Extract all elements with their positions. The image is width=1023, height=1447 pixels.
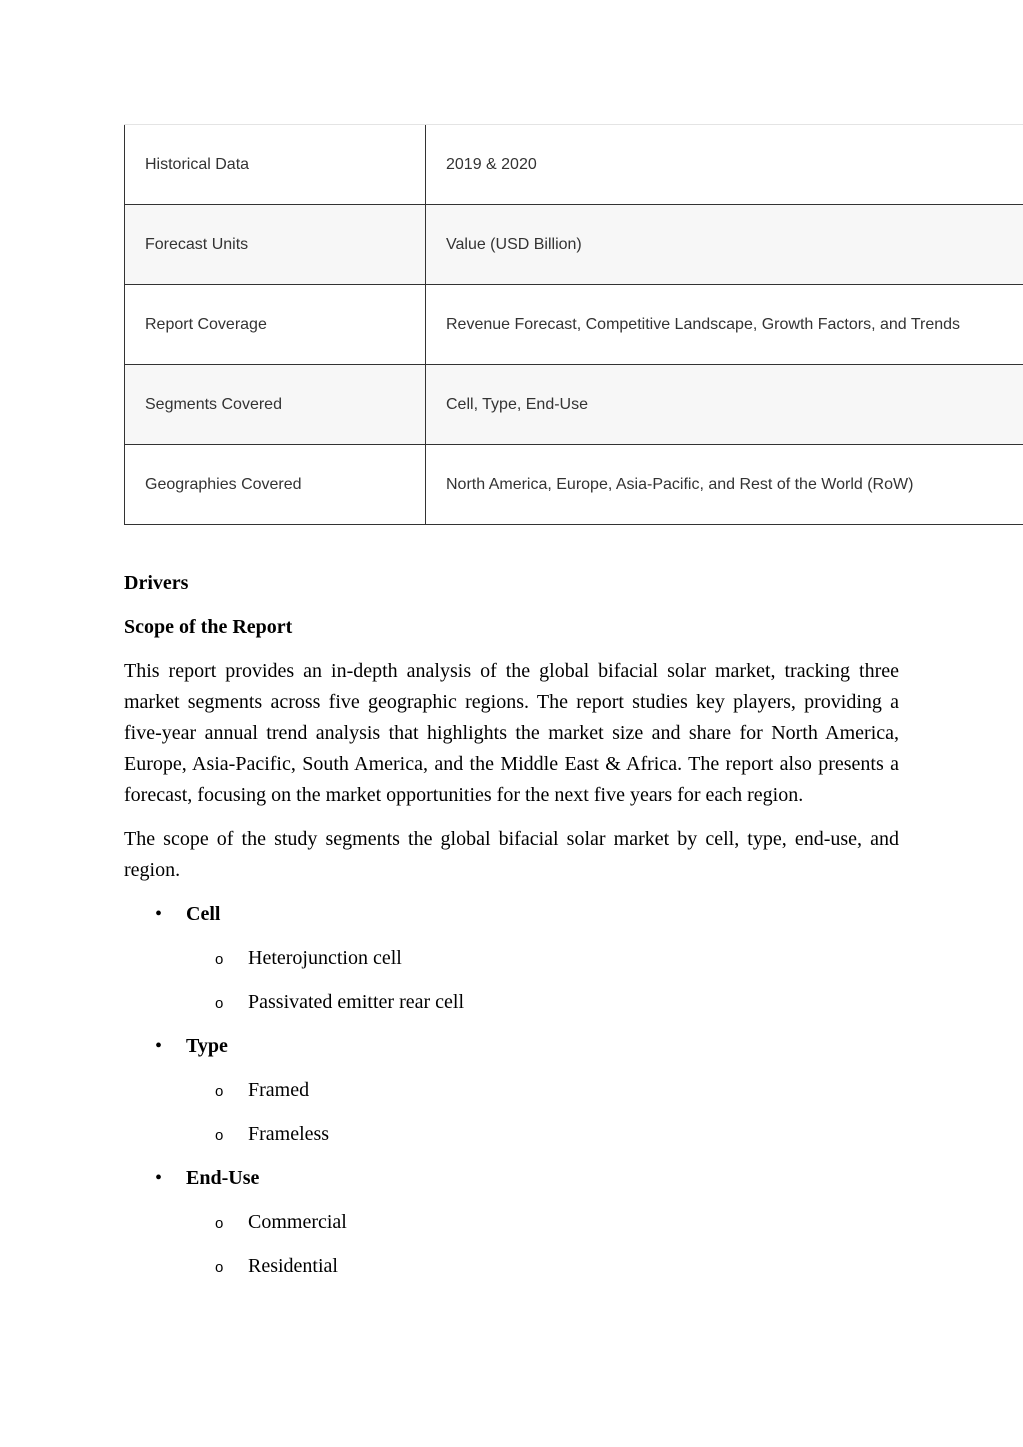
circle-bullet-icon: o — [215, 995, 224, 1012]
row-label: Segments Covered — [125, 365, 426, 445]
scope-heading: Scope of the Report — [124, 616, 293, 638]
bullet-icon: • — [155, 1167, 163, 1189]
bullet-icon: • — [155, 903, 163, 925]
sub-segment-label: Passivated emitter rear cell — [248, 991, 465, 1013]
row-label: Report Coverage — [125, 285, 426, 365]
list-item — [186, 1251, 899, 1282]
table-row — [125, 205, 1023, 285]
row-value: North America, Europe, Asia-Pacific, and Rest of the World (RoW) — [426, 445, 1023, 525]
row-value: 2019 & 2020 — [426, 125, 1023, 205]
row-label: Forecast Units — [125, 205, 426, 285]
segment-label: End-Use — [186, 1167, 260, 1189]
sub-segment-label: Commercial — [248, 1211, 347, 1233]
row-value: Revenue Forecast, Competitive Landscape, Growth Factors, and Trends — [426, 285, 1023, 365]
bullet-icon: • — [155, 1035, 163, 1057]
list-item — [186, 987, 899, 1018]
sub-segment-label: Frameless — [248, 1123, 330, 1145]
row-label: Historical Data — [125, 125, 426, 205]
segment-label: Type — [186, 1035, 228, 1057]
sub-segment-list — [186, 943, 899, 1018]
list-item — [186, 1207, 899, 1238]
row-value: Value (USD Billion) — [426, 205, 1023, 285]
list-item — [186, 1075, 899, 1106]
sub-segment-list — [186, 1075, 899, 1150]
table-row — [125, 285, 1023, 365]
table-row — [125, 365, 1023, 445]
table-row — [125, 445, 1023, 525]
list-item — [186, 943, 899, 974]
circle-bullet-icon: o — [215, 951, 224, 968]
sub-segment-label: Heterojunction cell — [248, 947, 402, 969]
circle-bullet-icon: o — [215, 1127, 224, 1144]
sub-segment-label: Residential — [248, 1255, 338, 1277]
circle-bullet-icon: o — [215, 1083, 224, 1100]
segment-item-type — [124, 1031, 899, 1150]
scope-segments-paragraph: The scope of the study segments the global bifacial solar market by cell, type, end-use, and region. — [124, 828, 899, 881]
segment-label: Cell — [186, 903, 221, 925]
segment-item-cell — [124, 899, 899, 1018]
scope-paragraph: This report provides an in-depth analysis of the global bifacial solar market, tracking three market segments across five geographic regions. The report studies key players, providing a five-year annual trend analysis that highlights the market size and share for North America, Europe, Asia-Pacific, South America, and the Middle East & Africa. The report also presents a forecast, focusing on the market opportunities for the next five years for each region. — [124, 660, 899, 806]
drivers-heading: Drivers — [124, 572, 189, 594]
row-value: Cell, Type, End-Use — [426, 365, 1023, 445]
circle-bullet-icon: o — [215, 1259, 224, 1276]
sub-segment-list — [186, 1207, 899, 1282]
list-item — [186, 1119, 899, 1150]
sub-segment-label: Framed — [248, 1079, 310, 1101]
circle-bullet-icon: o — [215, 1215, 224, 1232]
row-label: Geographies Covered — [125, 445, 426, 525]
report-body — [124, 568, 899, 1295]
table-row — [125, 125, 1023, 205]
report-attributes-table — [124, 124, 1023, 525]
segment-item-end-use — [124, 1163, 899, 1282]
segment-list — [124, 899, 899, 1282]
